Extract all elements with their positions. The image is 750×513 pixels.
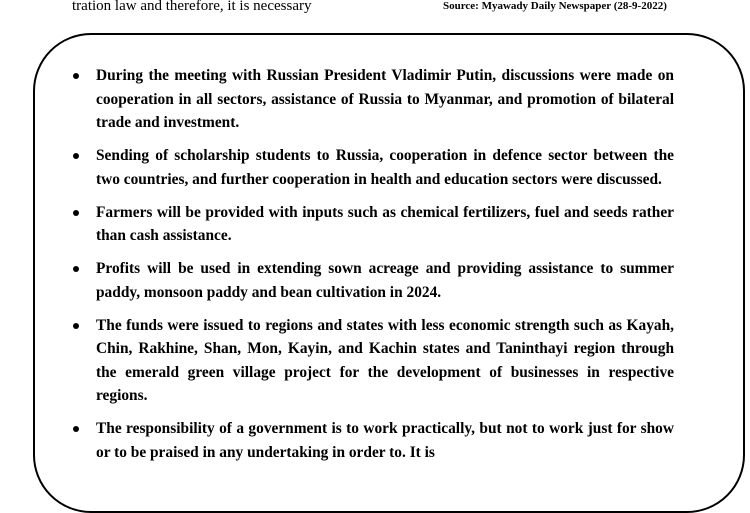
bullet-dot-icon — [73, 426, 79, 432]
bullet-dot-icon — [73, 323, 79, 329]
preceding-text-fragment: tration law and therefore, it is necessary — [72, 0, 312, 14]
bullet-text: Profits will be used in extending sown acreage and providing assistance to summer paddy, monsoon paddy and bean cultivation in 2024. — [96, 260, 674, 301]
bullet-text: The responsibility of a government is to work practically, but not to work just for show or to be praised in any undertaking in order to. It is — [96, 420, 674, 461]
bullet-item-scholarship — [72, 144, 674, 191]
bullet-text: Sending of scholarship students to Russia, cooperation in defence sector between the two countries, and further cooperation in health and education sectors were discussed. — [96, 147, 674, 188]
bullet-item-farmers — [72, 201, 674, 248]
bullet-dot-icon — [73, 210, 79, 216]
bullet-list — [72, 64, 674, 474]
bullet-item-responsibility — [72, 417, 674, 464]
bullet-dot-icon — [73, 73, 79, 79]
bullet-dot-icon — [73, 266, 79, 272]
bullet-dot-icon — [73, 153, 79, 159]
bullet-item-putin-meeting — [72, 64, 674, 135]
bullet-item-funds — [72, 314, 674, 408]
bullet-text: During the meeting with Russian President Vladimir Putin, discussions were made on cooperation in all sectors, assistance of Russia to Myanmar, and promotion of bilateral trade and investment. — [96, 67, 674, 131]
bullet-text: The funds were issued to regions and states with less economic strength such as Kayah, Chin, Rakhine, Shan, Mon, Kayin, and Kachin states and Taninthayi region through the emerald green village project for the development of businesses in respective regions. — [96, 316, 674, 404]
bullet-text: Farmers will be provided with inputs such as chemical fertilizers, fuel and seeds rather than cash assistance. — [96, 203, 674, 244]
source-citation: Source: Myawady Daily Newspaper (28-9-2022) — [443, 0, 667, 12]
bullet-item-profits — [72, 257, 674, 304]
